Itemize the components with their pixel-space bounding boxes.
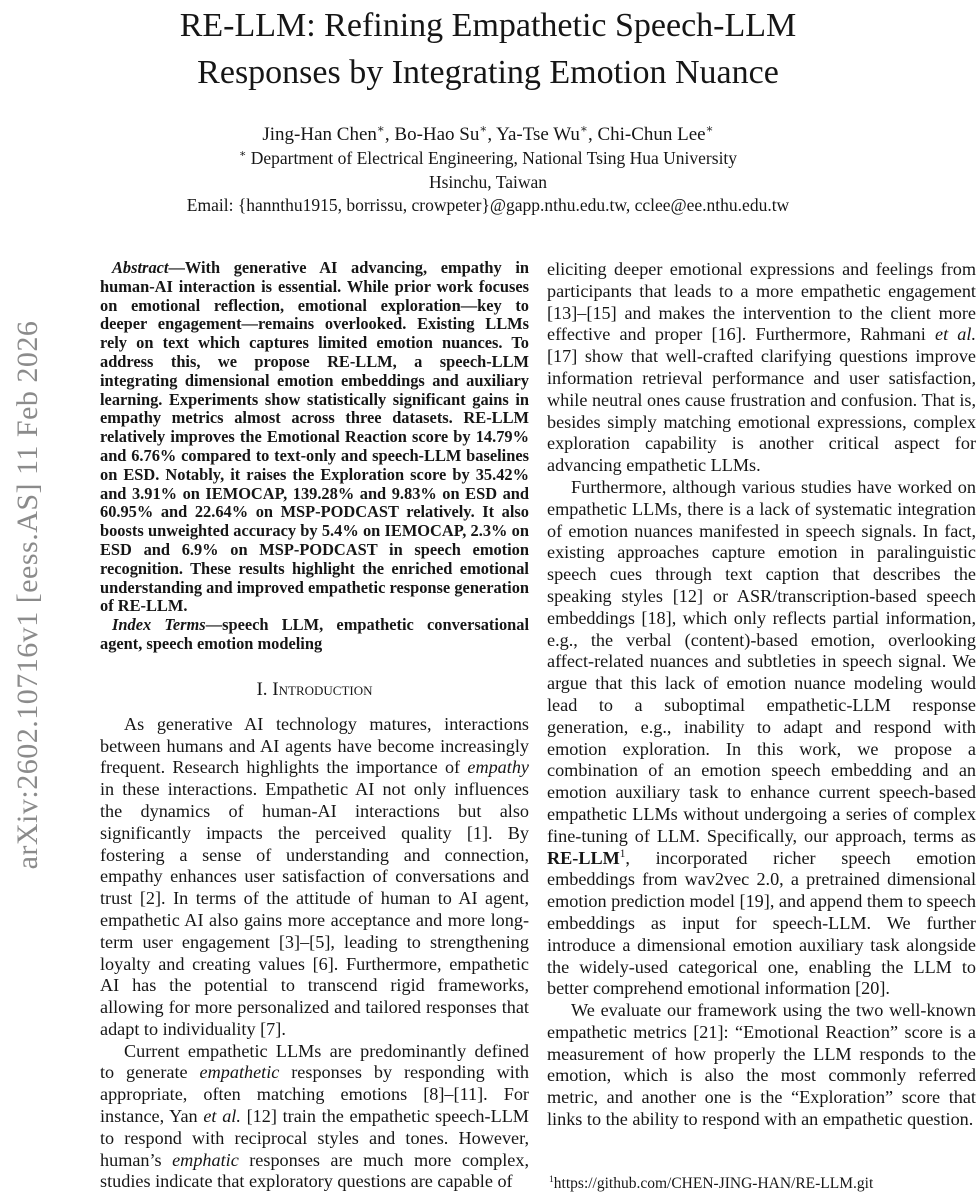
index-terms-paragraph: Index Terms—speech LLM, empathetic conversational agent, speech emotion modeling (100, 615, 530, 653)
section-heading-introduction: I. Introduction (256, 678, 373, 700)
intro-paragraph-2: Current empathetic LLMs are predominantly defined to generate empathetic responses by responding with appropriate, often matching emotions [8]–[11]. For instance, Yan et al. [12] train the empathetic speech-LLM to respond with reciprocal styles and tones. However, human’s emphatic responses are much more complex, studies indicate that exploratory questions are capable of (100, 1040, 530, 1192)
location-line: Hsinchu, Taiwan (428, 171, 547, 192)
email-line: Email: {hannthu1915, borrissu, crowpeter}@gapp.nthu.edu.tw, cclee@ee.nthu.edu.tw (186, 195, 790, 215)
page-title (60, 0, 916, 96)
abstract-paragraph: Abstract—With generative AI advancing, empathy in human-AI interaction is essential. While prior work focuses on emotional reflection, emotional exploration—key to deeper engagement—remains overlooked. Existing LLMs rely on text which captures limited emotion nuances. To address this, we propose RE-LLM, a speech-LLM integrating dimensional emotion embeddings and auxiliary learning. Experiments show statistically significant gains in empathy metrics almost across three datasets. RE-LLM relatively improves the Emotional Reaction score by 14.79% and 6.76% compared to text-only and speech-LLM baselines on ESD. Notably, it raises the Exploration score by 35.42% and 3.91% on IEMOCAP, 139.28% and 9.83% on ESD and 60.95% and 22.64% on MSP-PODCAST relatively. It also boosts unweighted accuracy by 5.4% on IEMOCAP, 2.3% on ESD and 6.9% on MSP-PODCAST in speech emotion recognition. These results highlight the enriched emotional understanding and improved empathetic response generation of RE-LLM. (100, 258, 529, 616)
right-column (547, 259, 976, 1193)
intro-paragraph-1: As generative AI technology matures, interactions between humans and AI agents have become increasingly frequent. Research highlights the importance of empathy in these interactions. Empathetic AI not only influences the dynamics of human-AI interactions but also significantly impacts the perceived quality [1]. By fostering a sense of understanding and connection, empathy enhances user satisfaction of conversations and trust [2]. In terms of the attitude of human to AI agent, empathetic AI also gains more acceptance and more long-term user engagement [3]–[5], leading to strengthening loyalty and creating values [6]. Furthermore, empathetic AI has the potential to transcend rigid frameworks, allowing for more personalized and tailored responses that adapt to individuality [7]. (100, 713, 529, 1039)
intro-paragraph-3: Furthermore, although various studies have worked on empathetic LLMs, there is a lack of systematic integration of emotion nuances manifested in speech signals. In fact, existing approaches capture emotion in paralinguistic speech cues through text caption that describes the speaking styles [12] or ASR/transcription-based speech embeddings [18], which only reflects partial information, e.g., the verbal (content)-based emotion, overlooking affect-related nuances and subtleties in speech signal. We argue that this lack of emotion nuance modeling would lead to a suboptimal empathetic-LLM response generation, e.g., inability to adapt and respond with emotion exploration. In this work, we propose a combination of an emotion speech embedding and an emotion auxiliary task to enhance current speech-based empathetic LLMs without undergoing a series of complex fine-tuning of LLM. Specifically, our approach, terms as RE-LLM$^1$, incorporated richer speech emotion embeddings from wav2vec 2.0, a pretrained dimensional emotion prediction model [19], and append them to speech embeddings as input for speech-LLM. We further introduce a dimensional emotion auxiliary task alongside the widely-used categorical one, enabling the LLM to better comprehend emotional information [20]. (547, 476, 976, 999)
paper-header (60, 0, 916, 218)
authors-line: Jing-Han Chen∗, Bo-Hao Su∗, Ya-Tse Wu∗, Chi-Chun Lee∗ (262, 122, 714, 145)
page-title-line1: RE-LLM: Refining Empathetic Speech-LLM (179, 7, 797, 44)
intro-paragraph-2-continuation: eliciting deeper emotional expressions and feelings from participants that leads to a more empathetic engagement [13]–[15] and makes the intervention to the client more effective and proper [16]. Furthermore, Rahmani et al. [17] show that well-crafted clarifying questions improve information retrieval performance and user satisfaction, while neutral ones cause frustration and confusion. That is, besides simply matching emotional expressions, complex exploration capability is another critical aspect for advancing empathetic LLMs. (547, 259, 976, 476)
footnote-github-link[interactable]: $^1$https://github.com/CHEN-JING-HAN/RE-LLM.git (549, 1166, 976, 1200)
affiliation-line: ∗ Department of Electrical Engineering, National Tsing Hua University (238, 148, 738, 168)
intro-paragraph-4: We evaluate our framework using the two well-known empathetic metrics [21]: “Emotional Reaction” score is a measurement of how properly the LLM responds to the emotion, which is also the most commonly referred metric, and another one is the “Exploration” score that links to the ability to respond with an empathetic question. (547, 1000, 976, 1130)
page-title-line2: Responses by Integrating Emotion Nuance (197, 54, 779, 91)
left-column (100, 259, 529, 1193)
two-column-body (100, 259, 976, 1193)
arxiv-watermark: arXiv:2602.10716v1 [eess.AS] 11 Feb 2026 (11, 320, 44, 870)
